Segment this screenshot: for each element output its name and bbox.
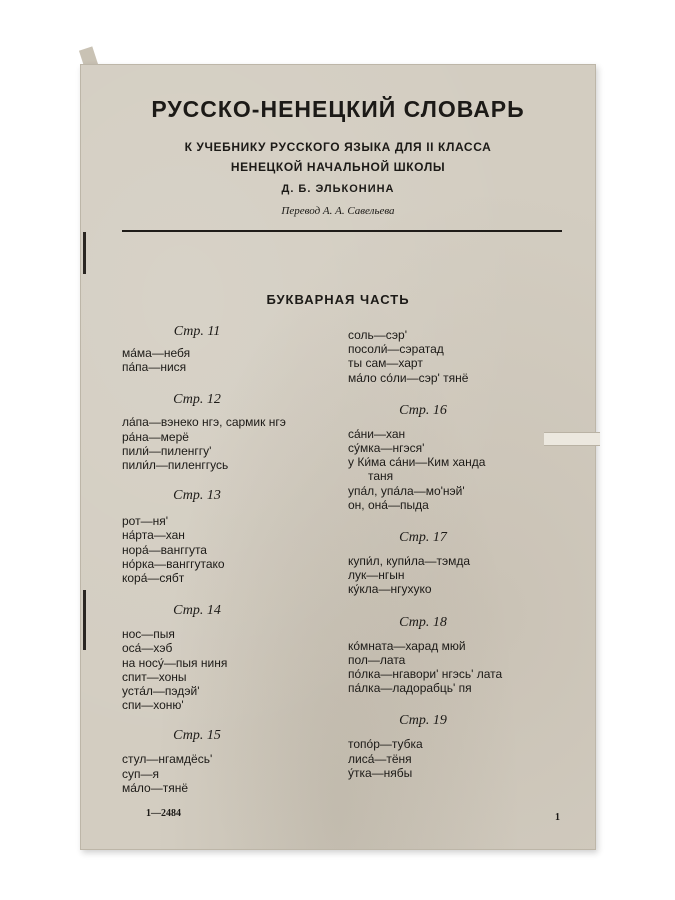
page-label: Стр. 17	[399, 530, 447, 546]
binding-mark	[83, 590, 86, 650]
author: Д. Б. ЭЛЬКОНИНА	[281, 183, 395, 195]
dictionary-entry: ла́па—вэнеко нгэ, сармик нгэ	[122, 415, 286, 430]
dictionary-entry: соль—сэр'	[348, 328, 408, 342]
page-label: Стр. 16	[399, 402, 447, 418]
page-block	[122, 601, 332, 712]
dictionary-entry: топо́р—тубка	[348, 737, 423, 752]
dictionary-entry: пили́—пиленггу'	[122, 443, 212, 458]
page-block	[348, 528, 558, 597]
page-label: Стр. 11	[173, 324, 221, 339]
dictionary-entry: у́тка—нябы	[348, 765, 413, 780]
dictionary-entry: на носу́—пыя ниня	[122, 655, 228, 670]
page-label: Стр. 14	[173, 603, 221, 619]
dictionary-entry: ма́ма—небя	[122, 346, 191, 360]
dictionary-entry: ку́кла—нгухуко	[348, 582, 432, 597]
dictionary-entry: он, она́—пыда	[348, 497, 429, 512]
page-label: Стр. 13	[173, 488, 221, 504]
document-title: РУССКО-НЕНЕЦКИЙ СЛОВАРЬ	[151, 96, 525, 122]
dictionary-entry: спи—хоню'	[122, 698, 184, 713]
page-block	[122, 486, 332, 585]
page-label: Стр. 12	[173, 392, 221, 408]
dictionary-entry: но́рка—ванггутако	[122, 556, 225, 571]
dictionary-entry: ма́ло—тянё	[122, 780, 189, 795]
dictionary-entry: па́па—нися	[122, 360, 187, 375]
dictionary-entry: по́лка—нгавори' нгэсь' лата	[348, 667, 503, 682]
page-label: Стр. 15	[173, 728, 221, 744]
printing-code: 1—2484	[146, 808, 181, 819]
page-block	[348, 401, 558, 512]
subtitle-line-2: НЕНЕЦКОЙ НАЧАЛЬНОЙ ШКОЛЫ	[230, 160, 446, 174]
dictionary-entry: ко́мната—харад мюй	[348, 638, 466, 653]
dictionary-entry: у Ки́ма са́ни—Ким ханда	[348, 455, 486, 470]
page-block	[348, 328, 558, 385]
page-number: 1	[555, 812, 560, 823]
dictionary-entry: лиса́—тёня	[348, 751, 412, 766]
header-rule	[122, 230, 562, 232]
subtitle-line-1: К УЧЕБНИКУ РУССКОГО ЯЗЫКА ДЛЯ II КЛАССА	[184, 140, 492, 154]
page-block	[348, 613, 558, 696]
dictionary-entry: нора́—ванггута	[122, 542, 207, 557]
dictionary-entry: купи́л, купи́ла—тэмда	[348, 554, 471, 569]
dictionary-entry: нос—пыя	[122, 627, 175, 642]
dictionary-entry: уста́л—пэдэй'	[122, 684, 200, 699]
dictionary-entry: су́мка—нгэся'	[348, 441, 425, 456]
page-block	[348, 711, 558, 780]
dictionary-entry: пол—лата	[348, 652, 406, 667]
dictionary-entry: пили́л—пиленггусь	[122, 458, 229, 473]
right-column	[348, 322, 558, 780]
dictionary-entry: оса́—хэб	[122, 641, 173, 656]
dictionary-entry: ты сам—харт	[348, 356, 423, 371]
translator-credit: Перевод А. А. Савельева	[281, 205, 395, 217]
dictionary-entry: лук—нгын	[348, 568, 405, 583]
page-block	[122, 390, 332, 472]
dictionary-entry: спит—хоны	[122, 669, 187, 684]
dictionary-entry: на́рта—хан	[122, 528, 185, 543]
dictionary-entry: стул—нгамдёсь'	[122, 752, 213, 767]
dictionary-entry: па́лка—ладорабць' пя	[348, 681, 472, 696]
page-label: Стр. 18	[399, 614, 447, 630]
dictionary-entry: кора́—сябт	[122, 571, 185, 586]
binding-mark	[83, 232, 86, 274]
page-label: Стр. 19	[399, 713, 447, 729]
page-block	[122, 726, 332, 795]
dictionary-entry: ма́ло со́ли—сэр' тянё	[348, 370, 469, 385]
dictionary-entry: ра́на—мерё	[122, 429, 189, 444]
dictionary-entry: посоли́—сэратад	[348, 342, 444, 357]
dictionary-entry: суп—я	[122, 766, 159, 781]
section-title: БУКВАРНАЯ ЧАСТЬ	[266, 292, 410, 307]
dictionary-entry: упа́л, упа́ла—мо'нэй'	[348, 483, 465, 498]
dictionary-entry: са́ни—хан	[348, 426, 406, 441]
left-column	[122, 322, 332, 795]
dictionary-entry: рот—ня'	[122, 514, 168, 529]
dictionary-entry: таня	[348, 469, 394, 484]
page-block	[122, 322, 332, 374]
